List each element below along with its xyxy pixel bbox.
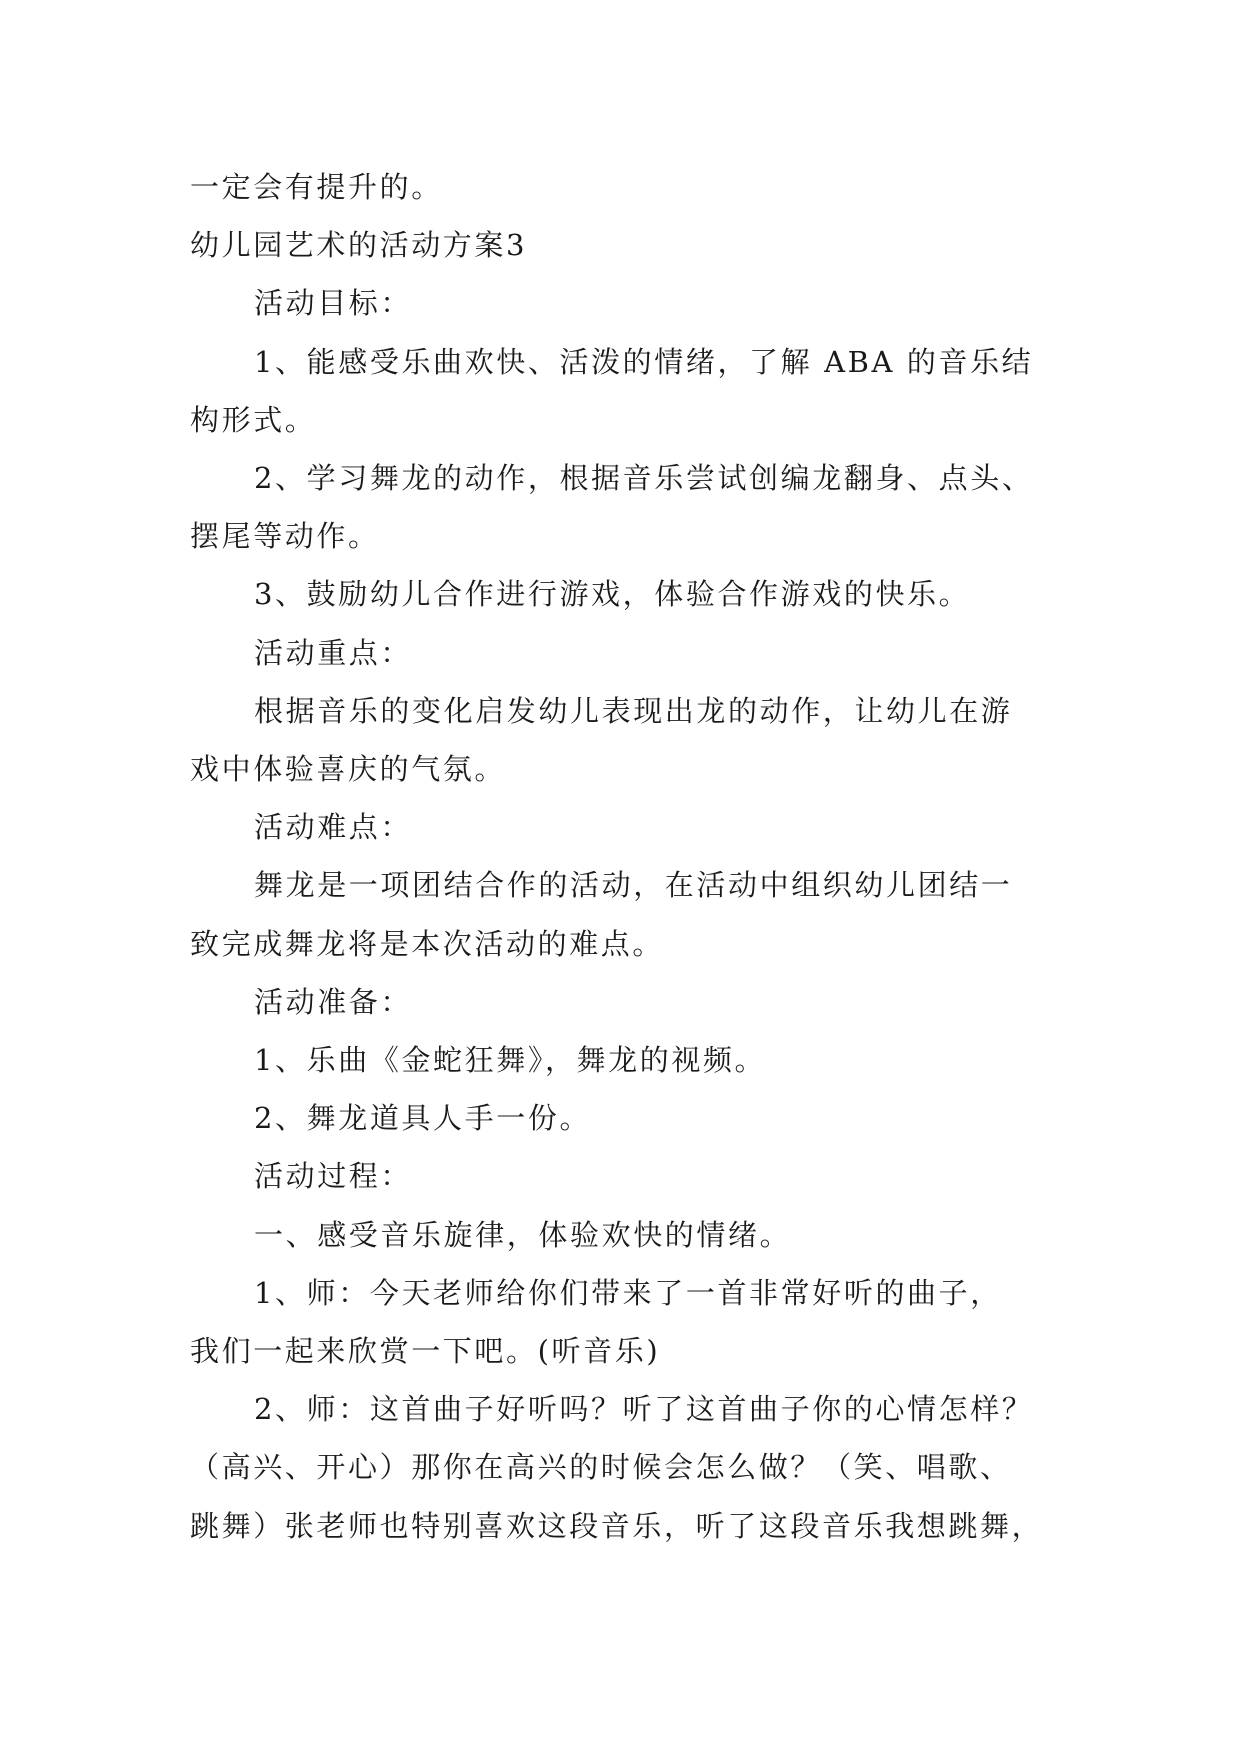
text-line: 1、师：今天老师给你们带来了一首非常好听的曲子， bbox=[254, 1275, 1002, 1310]
text-line: 2、师：这首曲子好听吗？听了这首曲子你的心情怎样？ bbox=[254, 1392, 1034, 1427]
text-line: 活动准备： bbox=[254, 984, 413, 1019]
text-line: 跳舞）张老师也特别喜欢这段音乐，听了这段音乐我想跳舞， bbox=[190, 1508, 1044, 1543]
text-line: 构形式。 bbox=[190, 402, 317, 437]
text-line: 戏中体验喜庆的气氛。 bbox=[190, 752, 507, 787]
text-line: 一定会有提升的。 bbox=[190, 170, 443, 204]
text-line: 活动目标： bbox=[254, 286, 413, 321]
document-body bbox=[190, 158, 1070, 1555]
text-line: 我们一起来欣赏一下吧。(听音乐) bbox=[190, 1334, 661, 1369]
text-line: 3、鼓励幼儿合作进行游戏，体验合作游戏的快乐。 bbox=[254, 577, 971, 612]
text-line: 根据音乐的变化启发幼儿表现出龙的动作，让幼儿在游 bbox=[254, 693, 1013, 728]
text-line: 一、感受音乐旋律，体验欢快的情绪。 bbox=[254, 1217, 792, 1252]
text-line: 致完成舞龙将是本次活动的难点。 bbox=[190, 926, 665, 961]
text-line: 2、舞龙道具人手一份。 bbox=[254, 1101, 592, 1136]
text-line: 活动难点： bbox=[254, 810, 413, 845]
text-line: 舞龙是一项团结合作的活动，在活动中组织幼儿团结一 bbox=[254, 868, 1013, 903]
section-title: 幼儿园艺术的活动方案3 bbox=[190, 228, 528, 263]
text-line: 1、乐曲《金蛇狂舞》，舞龙的视频。 bbox=[254, 1043, 767, 1078]
text-line: 1、能感受乐曲欢快、活泼的情绪，了解 ABA 的音乐结 bbox=[254, 344, 1034, 379]
text-line: 活动过程： bbox=[254, 1159, 413, 1194]
text-line: （高兴、开心）那你在高兴的时候会怎么做？（笑、唱歌、 bbox=[190, 1450, 1012, 1485]
text-line: 摆尾等动作。 bbox=[190, 519, 380, 554]
text-line: 2、学习舞龙的动作，根据音乐尝试创编龙翻身、点头、 bbox=[254, 461, 1034, 496]
text-line: 活动重点： bbox=[254, 635, 413, 670]
